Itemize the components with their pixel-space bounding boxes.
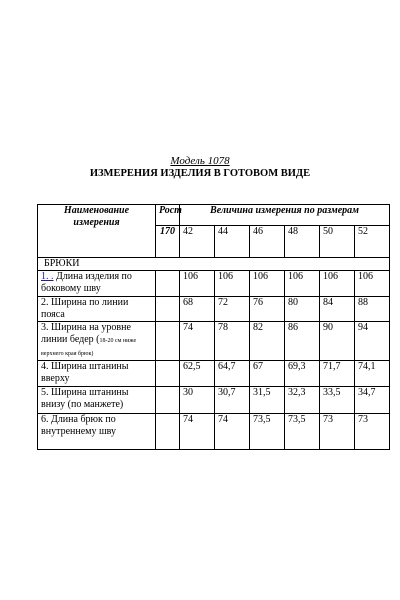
value-cell: 106 [180,271,215,297]
table-row [38,414,390,450]
size-header: 42 [180,226,215,258]
row-number: 1. . [41,271,54,282]
row-label: 2. Ширина по линии пояса [41,297,129,320]
row-note: 18-20 см ниже верхнего края брюк) [41,338,137,357]
value-cell: 106 [355,271,390,297]
rost-header: Рост [156,205,180,226]
value-cell: 74 [180,322,215,361]
value-cell: 62,5 [180,361,215,387]
rost-cell [156,322,180,361]
measurements-table [37,204,390,450]
section-label: БРЮКИ [38,258,390,271]
size-header: 52 [355,226,390,258]
sizes-header: Величина измерения по размерам [180,205,390,226]
table-row [38,271,390,297]
value-cell: 30 [180,387,215,414]
value-cell: 74,1 [355,361,390,387]
value-cell: 72 [215,297,250,322]
value-cell: 106 [320,271,355,297]
row-label-cell [38,271,156,297]
value-cell: 94 [355,322,390,361]
row-label: Длина изделия по боковому шву [41,271,132,294]
row-label: 3. Ширина на уровне линии бедер ( [41,322,131,345]
row-label: 6. Длина брюк по внутреннему шву [41,414,117,437]
value-cell: 74 [180,414,215,450]
table-row [38,322,390,361]
row-label-cell [38,414,156,450]
value-cell: 86 [285,322,320,361]
value-cell: 71,7 [320,361,355,387]
row-label: 5. Ширина штанины внизу (по манжете) [41,387,129,410]
rost-cell [156,297,180,322]
value-cell: 88 [355,297,390,322]
name-column-header: Наименование измерения [38,205,156,258]
value-cell: 32,3 [285,387,320,414]
rost-cell [156,387,180,414]
value-cell: 82 [250,322,285,361]
rost-cell [156,361,180,387]
model-label: Модель 1078 [170,155,230,167]
value-cell: 73 [320,414,355,450]
row-label-cell [38,322,156,361]
value-cell: 67 [250,361,285,387]
table-row [38,297,390,322]
size-header: 50 [320,226,355,258]
value-cell: 73,5 [250,414,285,450]
value-cell: 90 [320,322,355,361]
value-cell: 73 [355,414,390,450]
value-cell: 84 [320,297,355,322]
row-label-cell [38,361,156,387]
size-header: 44 [215,226,250,258]
value-cell: 68 [180,297,215,322]
value-cell: 78 [215,322,250,361]
value-cell: 33,5 [320,387,355,414]
value-cell: 34,7 [355,387,390,414]
table-row [38,387,390,414]
rost-cell [156,414,180,450]
size-header: 46 [250,226,285,258]
row-label-cell [38,297,156,322]
value-cell: 106 [250,271,285,297]
value-cell: 64,7 [215,361,250,387]
row-label-cell [38,387,156,414]
value-cell: 106 [215,271,250,297]
row-label: 4. Ширина штанины вверху [41,361,129,384]
page-title: ИЗМЕРЕНИЯ ИЗДЕЛИЯ В ГОТОВОМ ВИДЕ [89,168,311,179]
value-cell: 69,3 [285,361,320,387]
value-cell: 106 [285,271,320,297]
value-cell: 80 [285,297,320,322]
rost-cell [156,271,180,297]
table-row [38,361,390,387]
rost-value: 170 [156,226,180,258]
size-header: 48 [285,226,320,258]
value-cell: 73,5 [285,414,320,450]
value-cell: 74 [215,414,250,450]
value-cell: 30,7 [215,387,250,414]
value-cell: 76 [250,297,285,322]
value-cell: 31,5 [250,387,285,414]
